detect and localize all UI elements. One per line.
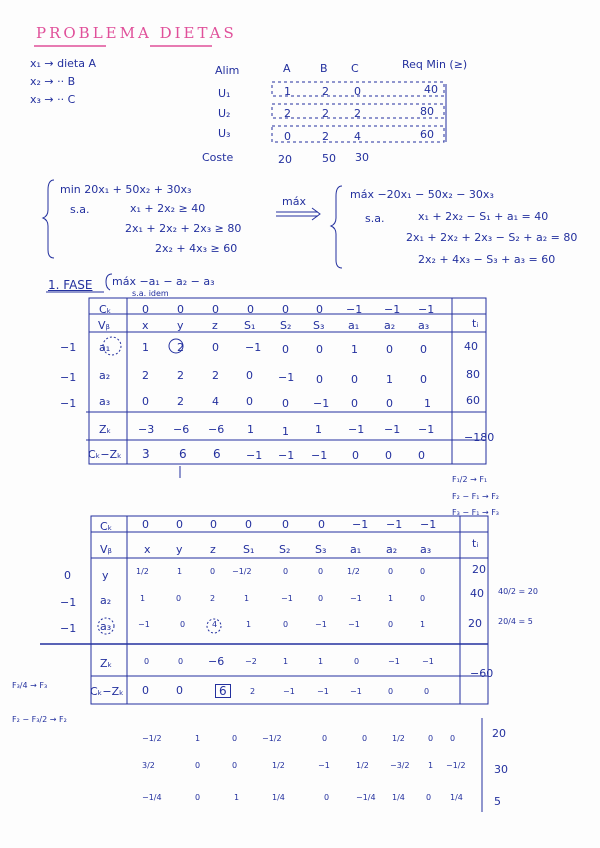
cell-ti: 40 [464, 340, 478, 353]
cell-value: −1/4 [356, 793, 376, 802]
cell-zk: 1 [282, 425, 289, 438]
primal-constraint: 2x₁ + 2x₂ + 2x₃ ≥ 80 [125, 222, 242, 235]
row-operation: F₁/2 → F₁ [452, 475, 488, 484]
fase-label: 1. FASE [48, 278, 93, 292]
dual-so: s.a. [365, 212, 385, 225]
cell-value: 1/2 [392, 734, 405, 743]
cell-ck: −1 [60, 622, 77, 635]
alim-cell: 4 [354, 130, 361, 143]
cell-value: 0 [386, 343, 393, 356]
definition-x2: x₂ → ·· B [30, 75, 76, 88]
cell-ckzk: −1 [350, 687, 362, 696]
alim-cell: 40 [424, 83, 438, 96]
cell-value: 1 [424, 397, 431, 410]
cell-value: 1/4 [272, 793, 285, 802]
cell-value: 0 [316, 343, 323, 356]
alim-row-box [272, 82, 444, 96]
cell-header: x [142, 319, 149, 332]
primal-constraint: x₁ + 2x₂ ≥ 40 [130, 202, 206, 215]
cell-cj: −1 [352, 518, 369, 531]
cell-ck: −1 [60, 341, 77, 354]
dual-constraint: 2x₁ + 2x₂ + 2x₃ − S₂ + a₂ = 80 [406, 231, 578, 244]
cell-value: −1 [281, 594, 293, 603]
cell-ckzk: −1 [278, 449, 295, 462]
cell-value: 3/2 [142, 761, 155, 770]
cell-value: 0 [283, 620, 289, 629]
cell-value: 4 [212, 620, 218, 629]
cell-value: −1 [350, 594, 362, 603]
cell-ckzk: 3 [142, 447, 150, 461]
cell-ti: 20 [492, 727, 506, 740]
cell-header: S₃ [313, 319, 325, 332]
cell-value: 0 [426, 793, 432, 802]
cell-value: 0 [450, 734, 456, 743]
cell-ckzk: 0 [418, 449, 425, 462]
cell-cj: 0 [282, 303, 289, 316]
cell-value: 0 [362, 734, 368, 743]
cost-b: 50 [322, 152, 336, 165]
pivot-circle [169, 339, 183, 353]
cell-value: −3/2 [390, 761, 410, 770]
alim-cell: 1 [284, 85, 291, 98]
alim-cell: 2 [354, 107, 361, 120]
cell-value: 0 [351, 397, 358, 410]
cell-zk: −2 [245, 657, 257, 666]
cell-ti: 20 [468, 617, 482, 630]
alim-cell: 0 [284, 130, 291, 143]
cell-header: a₂ [384, 319, 396, 332]
cell-value: 0 [420, 373, 427, 386]
cell-value: −1/2 [262, 734, 282, 743]
alim-row-label: U₂ [218, 107, 231, 120]
cell-ckzk: 0 [424, 687, 430, 696]
cell-ckzk-label: Cₖ−Zₖ [90, 685, 124, 698]
primal-so: s.a. [70, 203, 90, 216]
cell-header: x [144, 543, 151, 556]
cell-zk: 0 [178, 657, 184, 666]
cell-value: −1/2 [232, 567, 252, 576]
cell-vb: y [102, 569, 109, 582]
cell-vb: a₂ [99, 369, 111, 382]
cell-value: 1 [428, 761, 434, 770]
cell-ti: 20 [472, 563, 486, 576]
alim-header-b: B [320, 62, 328, 75]
cell-value: 0 [180, 620, 186, 629]
cell-zk: −6 [208, 423, 225, 436]
cell-value: −1 [348, 620, 360, 629]
cell-cj: 0 [245, 518, 252, 531]
tableau-1-frame [89, 298, 486, 464]
cell-zk: −1 [384, 423, 401, 436]
cell-zk: 1 [247, 423, 254, 436]
cell-value: 1 [246, 620, 252, 629]
dual-constraint: x₁ + 2x₂ − S₁ + a₁ = 40 [418, 210, 549, 223]
cost-a: 20 [278, 153, 292, 166]
cell-ckzk: 0 [142, 684, 149, 697]
cell-ti: 60 [466, 394, 480, 407]
cell-ckzk: 6 [179, 447, 187, 461]
ratio-note: 40/2 = 20 [498, 587, 538, 596]
cell-zk: −6 [208, 655, 225, 668]
cell-zk: 1 [283, 657, 289, 666]
dual-brace [331, 186, 342, 268]
cell-value: 0 [210, 567, 216, 576]
cell-zk-ti: −180 [464, 431, 495, 444]
cell-cj: 0 [212, 303, 219, 316]
alim-cell: 60 [420, 128, 434, 141]
alim-row-box [272, 104, 444, 118]
cell-value: −1 [138, 620, 150, 629]
row-operation: F₂ − F₃/2 → F₂ [12, 715, 67, 724]
cell-ck: −1 [60, 371, 77, 384]
cell-cj: 0 [318, 518, 325, 531]
cell-value: 1/2 [356, 761, 369, 770]
cell-header: a₃ [420, 543, 432, 556]
cell-value: 0 [420, 343, 427, 356]
cell-value: 1 [142, 341, 149, 354]
cell-cj: −1 [418, 303, 435, 316]
alim-cell: 2 [284, 107, 291, 120]
cell-value: 1 [234, 793, 240, 802]
cell-value: 0 [420, 567, 426, 576]
cell-header: y [177, 319, 184, 332]
cell-value: −1 [313, 397, 330, 410]
cell-value: 0 [195, 761, 201, 770]
cell-header: a₃ [418, 319, 430, 332]
cell-value: −1/2 [446, 761, 466, 770]
alim-header-a: A [283, 62, 291, 75]
cell-value: 1/2 [136, 567, 149, 576]
cell-value: 1/2 [272, 761, 285, 770]
cell-value: 4 [212, 395, 219, 408]
cell-header: Vᵦ [98, 319, 110, 332]
cell-value: −1/2 [142, 734, 162, 743]
cell-zk: 0 [144, 657, 150, 666]
cell-cj: 0 [142, 303, 149, 316]
cell-cj: −1 [386, 518, 403, 531]
cell-zk: −6 [173, 423, 190, 436]
cell-ckzk: 0 [352, 449, 359, 462]
cell-ckzk-label: Cₖ−Zₖ [88, 448, 122, 461]
cell-header: a₁ [348, 319, 360, 332]
alim-header-req: Req Min (≥) [402, 58, 468, 71]
alim-header-label: Alim [215, 64, 240, 77]
cell-cj: 0 [177, 303, 184, 316]
cell-cj: 0 [142, 518, 149, 531]
cell-ti: 5 [494, 795, 501, 808]
cell-value: 0 [351, 373, 358, 386]
cell-header: S₂ [279, 543, 291, 556]
alim-cell: 2 [322, 130, 329, 143]
cell-header: S₃ [315, 543, 327, 556]
cell-ckzk: −1 [311, 449, 328, 462]
cell-header: y [176, 543, 183, 556]
cell-value: −1 [315, 620, 327, 629]
cell-value: 1 [244, 594, 250, 603]
cell-value: 0 [195, 793, 201, 802]
cell-value: −1/4 [142, 793, 162, 802]
coste-label: Coste [202, 151, 234, 164]
cell-value: 0 [246, 369, 253, 382]
cell-ckzk: 0 [176, 684, 183, 697]
cell-ckzk-pivot: 6 [215, 684, 231, 698]
alim-row-label: U₃ [218, 127, 231, 140]
cell-zk: −1 [348, 423, 365, 436]
cell-ckzk: −1 [283, 687, 295, 696]
definition-x3: x₃ → ·· C [30, 93, 76, 106]
row-operation: F₃/4 → F₃ [12, 681, 48, 690]
cell-cj: −1 [420, 518, 437, 531]
cell-value: 0 [282, 397, 289, 410]
cell-value: 2 [177, 395, 184, 408]
primal-objective: min 20x₁ + 50x₂ + 30x₃ [60, 183, 192, 196]
cell-value: 1 [195, 734, 201, 743]
cell-cj: 0 [247, 303, 254, 316]
cell-ck: 0 [64, 569, 71, 582]
primal-brace [43, 180, 54, 258]
cell-value: 0 [316, 373, 323, 386]
definition-x1: x₁ → dieta A [30, 57, 97, 70]
cell-value: 2 [142, 369, 149, 382]
cell-ckzk: −1 [317, 687, 329, 696]
cell-value: 0 [428, 734, 434, 743]
cell-cj: −1 [384, 303, 401, 316]
cell-zk-ti: −60 [470, 667, 494, 680]
cell-value: 0 [176, 594, 182, 603]
cell-cj: 0 [316, 303, 323, 316]
cell-header: z [210, 543, 216, 556]
cell-cj: 0 [210, 518, 217, 531]
cell-value: 0 [283, 567, 289, 576]
dual-constraint: 2x₂ + 4x₃ − S₃ + a₃ = 60 [418, 253, 556, 266]
cell-vb: a₃ [99, 395, 111, 408]
cell-value: 0 [246, 395, 253, 408]
cell-value: 2 [212, 369, 219, 382]
cell-header: S₂ [280, 319, 292, 332]
cell-value: −1 [278, 371, 295, 384]
cell-value: 0 [420, 594, 426, 603]
alim-cell: 2 [322, 107, 329, 120]
cell-value: 0 [318, 594, 324, 603]
cost-c: 30 [355, 151, 369, 164]
cell-value: 0 [232, 734, 238, 743]
cell-value: 1/4 [392, 793, 405, 802]
cell-value: 1/4 [450, 793, 463, 802]
primal-constraint: 2x₂ + 4x₃ ≥ 60 [155, 242, 238, 255]
cell-header: a₂ [386, 543, 398, 556]
cell-ck: −1 [60, 397, 77, 410]
cell-zk: −1 [418, 423, 435, 436]
cell-ckzk: 6 [213, 447, 221, 461]
cell-value: −1 [318, 761, 330, 770]
cell-ti: 40 [470, 587, 484, 600]
alim-cell: 2 [322, 85, 329, 98]
cell-value: 0 [318, 567, 324, 576]
cell-value: 1 [420, 620, 426, 629]
cell-value: 0 [388, 620, 394, 629]
cell-value: 2 [177, 369, 184, 382]
cell-cj: −1 [346, 303, 363, 316]
cell-ckzk: 0 [385, 449, 392, 462]
cell-header: Vᵦ [100, 543, 112, 556]
fase-note: s.a. idem [132, 289, 169, 298]
cell-value: 0 [388, 567, 394, 576]
cell-value: 0 [282, 343, 289, 356]
cell-value: −1 [245, 341, 262, 354]
alim-cell: 0 [354, 85, 361, 98]
cell-header: S₁ [243, 543, 255, 556]
row-operation: F₂ − F₁ → F₂ [452, 492, 500, 501]
cell-ckzk: −1 [246, 449, 263, 462]
cell-header: a₁ [350, 543, 362, 556]
cell-vb: a₁ [99, 341, 111, 354]
cell-value: 0 [232, 761, 238, 770]
dual-objective: máx −20x₁ − 50x₂ − 30x₃ [350, 188, 494, 201]
cell-ti: 30 [494, 763, 508, 776]
cell-value: 0 [322, 734, 328, 743]
cell-ti: 80 [466, 368, 480, 381]
cell-value: 1 [351, 343, 358, 356]
cell-cj: 0 [176, 518, 183, 531]
page-title: PROBLEMA DIETAS [36, 24, 237, 42]
alim-cell: 80 [420, 105, 434, 118]
cell-header: tᵢ [472, 537, 479, 550]
cell-zk-label: Zₖ [99, 423, 112, 436]
cell-zk: 1 [315, 423, 322, 436]
cell-zk: 1 [318, 657, 324, 666]
cell-header: z [212, 319, 218, 332]
cell-cj: 0 [282, 518, 289, 531]
cell-value: 0 [386, 397, 393, 410]
cell-value: 1 [388, 594, 394, 603]
cell-value: 2 [177, 341, 184, 354]
ratio-note: 20/4 = 5 [498, 617, 533, 626]
cell-value: 0 [142, 395, 149, 408]
cell-value: 1 [177, 567, 183, 576]
cell-value: 0 [324, 793, 330, 802]
fase-objective: máx −a₁ − a₂ − a₃ [112, 275, 215, 288]
cell-value: 2 [210, 594, 216, 603]
arrow-label: máx [282, 195, 306, 208]
alim-header-c: C [351, 62, 359, 75]
cell-ckzk: 2 [250, 687, 256, 696]
cell-vb: a₂ [100, 594, 112, 607]
cell-zk-label: Zₖ [100, 657, 113, 670]
cell-value: 1 [140, 594, 146, 603]
cell-vb: a₃ [100, 620, 112, 633]
cell-header: Cₖ [99, 303, 112, 316]
row-operation: F₃ − F₁ → F₃ [452, 508, 500, 517]
cell-value: 0 [212, 341, 219, 354]
cell-zk: 0 [354, 657, 360, 666]
cell-header: tᵢ [472, 317, 479, 330]
cell-value: 1 [386, 373, 393, 386]
cell-header: Cₖ [100, 520, 113, 533]
alim-row-box [272, 126, 444, 142]
cell-zk: −3 [138, 423, 155, 436]
cell-ck: −1 [60, 596, 77, 609]
cell-value: 1/2 [347, 567, 360, 576]
cell-zk: −1 [422, 657, 434, 666]
cell-ckzk: 0 [388, 687, 394, 696]
cell-zk: −1 [388, 657, 400, 666]
alim-row-label: U₁ [218, 87, 231, 100]
cell-header: S₁ [244, 319, 256, 332]
